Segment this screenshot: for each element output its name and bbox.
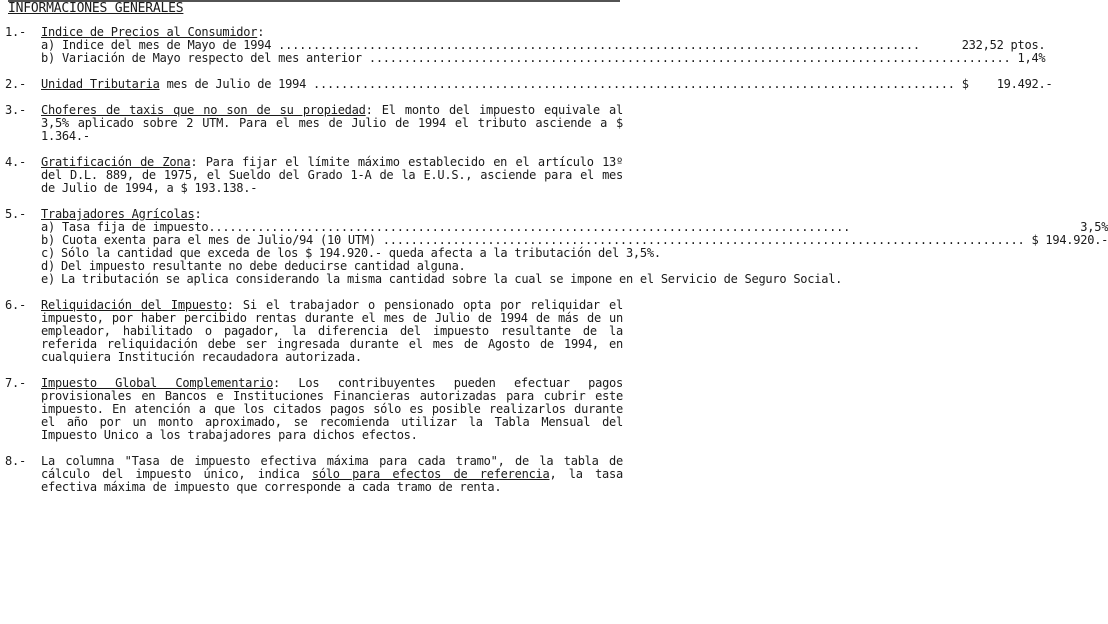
item-text-end: , la tasa efectiva máxima de impuesto que corresponde a cada tramo de renta. — [41, 467, 623, 494]
item-6 — [5, 299, 623, 364]
item-number: 2.- — [5, 77, 26, 91]
item-number: 4.- — [5, 155, 26, 169]
item-title: Reliquidación del Impuesto — [41, 298, 227, 312]
item-text: Para fijar el límite máximo establecido en el artículo 13º del D.L. 889, de 1975, el Sueldo del Grado 1-A de la E.U.S., asciende para el mes de Julio de 1994, a $ 193.138.- — [41, 155, 624, 195]
sub-item-a: a) Tasa fija de impuesto ..... 3,5% — [41, 221, 1108, 234]
sub-item-b: b) Cuota exenta para el mes de Julio/94 (10 UTM) ..... $ 194.920.- — [41, 234, 1108, 247]
item-1 — [5, 25, 1046, 65]
item-title: Gratificación de Zona — [41, 155, 191, 169]
sub-item-d: d) Del impuesto resultante no debe deducirse cantidad alguna. — [41, 259, 466, 273]
document-heading: INFORMACIONES GENERALES — [8, 1, 184, 16]
item-body: Indice de Precios al Consumidor: a) Indice del mes de Mayo de 1994 ..... 232,52 ptos. b) Variación de Mayo respecto del mes anterior ..... 1,4% — [41, 26, 1045, 65]
item-text: La columna "Tasa de impuesto efectiva máxima para cada tramo", de la tabla de cálculo del impuesto único, indica — [41, 454, 623, 481]
item-8 — [5, 455, 623, 494]
item-title: Choferes de taxis que no son de su propiedad — [41, 103, 366, 117]
leader-dots — [313, 78, 955, 91]
item-body: Trabajadores Agrícolas: a) Tasa fija de impuesto ..... 3,5% b) Cuota exenta para el mes de Julio/94 (10 UTM) ..... $ 194.920.- c) Sólo la cantidad que exceda de los $ 194.920.- queda afecta a la tributación del 3,5%. d) Del impuesto resultante no debe deducirse cantidad alguna. e) La tributación se aplica considerando la misma cantidad sobre la cual se impone en el Servicio de Seguro Social. — [41, 208, 1108, 286]
item-number: 3.- — [5, 103, 26, 117]
item-number: 1.- — [5, 25, 26, 39]
item-body: Choferes de taxis que no son de su propiedad: El monto del impuesto equivale al 3,5% aplicado sobre 2 UTM. Para el mes de Julio de 1994 el tributo asciende a $ 1.364.- — [41, 103, 623, 143]
item-body: Reliquidación del Impuesto: Si el trabajador o pensionado opta por reliquidar el impuesto, por haber percibido rentas durante el mes de Julio de 1994 de más de un empleador, habilitado o pagador, la diferencia del impuesto resultante de la referida reliquidación debe ser ingresada durante el mes de Agosto de 1994, en cualquiera Institución recaudadora autorizada. — [41, 298, 624, 364]
items-list — [5, 25, 1108, 507]
value: 19.492.- — [996, 77, 1053, 91]
item-4 — [5, 156, 623, 195]
item-number: 6.- — [5, 298, 26, 312]
item-number: 7.- — [5, 376, 26, 390]
item-number: 8.- — [5, 454, 26, 468]
item-number: 5.- — [5, 207, 26, 221]
leader-dots — [369, 52, 1011, 65]
item-title: Unidad Tributaria — [41, 77, 160, 91]
item-2 — [5, 77, 1053, 91]
item-emphasis: sólo para efectos de referencia — [311, 467, 550, 481]
item-body: Gratificación de Zona: Para fijar el límite máximo establecido en el artículo 13º del D.L. 889, de 1975, el Sueldo del Grado 1-A de la E.U.S., asciende para el mes de Julio de 1994, a $ 193.138.- — [41, 155, 624, 195]
item-3 — [5, 104, 623, 143]
item-body: Unidad Tributaria mes de Julio de 1994 ..... $ 19.492.- — [41, 78, 1052, 91]
item-7 — [5, 377, 623, 442]
item-text: El monto del impuesto equivale al 3,5% aplicado sobre 2 UTM. Para el mes de Julio de 1994 el tributo asciende a $ 1.364.- — [41, 103, 623, 143]
currency: $ — [961, 77, 969, 91]
value: $ 194.920.- — [1031, 233, 1108, 247]
sub-item-b: b) Variación de Mayo respecto del mes anterior ..... 1,4% — [41, 52, 1045, 65]
item-title: Impuesto Global Complementario — [41, 376, 274, 390]
item-title: Trabajadores Agrícolas — [41, 207, 195, 221]
item-5 — [5, 207, 1108, 286]
value: 3,5% — [1080, 220, 1108, 234]
value: 1,4% — [1017, 51, 1046, 65]
item-text: Los contribuyentes pueden efectuar pagos provisionales en Bancos e Instituciones Financieras autorizadas para cubrir este impuesto. En atención a que los citados pagos sólo es posible realizarlos durante el año por un monto aproximado, se recomienda utilizar la Tabla Mensual del Impuesto Unico a los trabajadores para dichos efectos. — [41, 376, 623, 442]
value: 232,52 ptos. — [961, 38, 1046, 52]
item-body — [41, 455, 623, 494]
item-text: Si el trabajador o pensionado opta por reliquidar el impuesto, por haber percibido rentas durante el mes de Julio de 1994 de más de un empleador, habilitado o pagador, la diferencia del impuesto resultante de la referida reliquidación debe ser ingresada durante el mes de Agosto de 1994, en cualquiera Institución recaudadora autorizada. — [41, 298, 624, 364]
sub-item-a: a) Indice del mes de Mayo de 1994 ..... 232,52 ptos. — [41, 39, 1045, 52]
sub-item-e: e) La tributación se aplica considerando la misma cantidad sobre la cual se impone en el Servicio de Seguro Social. — [41, 272, 843, 286]
item-body: Impuesto Global Complementario: Los contribuyentes pueden efectuar pagos provisionales en Bancos e Instituciones Financieras autorizadas para cubrir este impuesto. En atención a que los citados pagos sólo es posible realizarlos durante el año por un monto aproximado, se recomienda utilizar la Tabla Mensual del Impuesto Unico a los trabajadores para dichos efectos. — [41, 376, 623, 442]
sub-item-c: c) Sólo la cantidad que exceda de los $ 194.920.- queda afecta a la tributación del 3,5%. — [41, 246, 661, 260]
item-title: Indice de Precios al Consumidor — [41, 25, 258, 39]
